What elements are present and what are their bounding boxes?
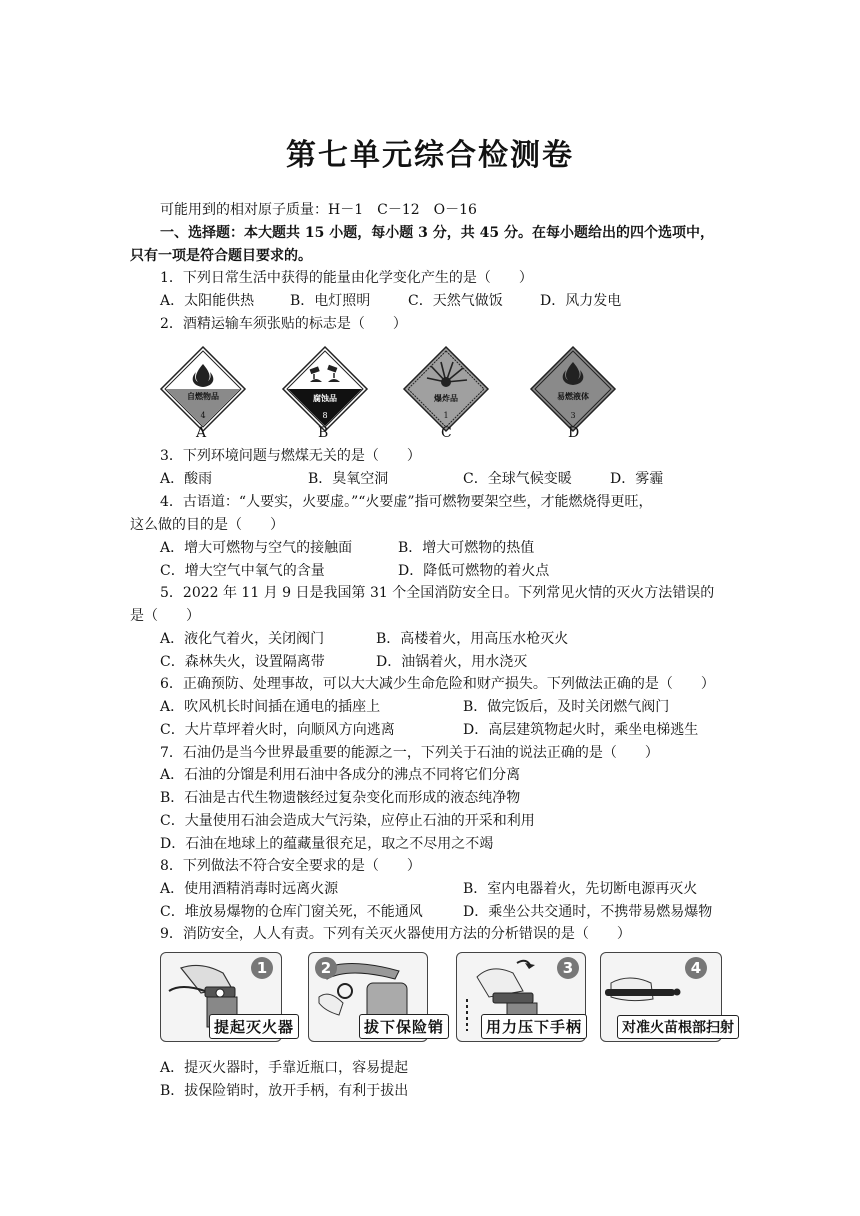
question-9-option-a: A．提灭火器时，手靠近瓶口，容易提起	[160, 1060, 409, 1076]
sign-letter-b: B	[318, 425, 329, 441]
step-caption: 提起灭火器	[209, 1014, 299, 1039]
question-1-option-b: B．电灯照明	[290, 293, 371, 309]
question-5-option-c: C．森林失火，设置隔离带	[160, 654, 325, 670]
question-3-option-a: A．酸雨	[160, 471, 213, 487]
page-title: 第七单元综合检测卷	[286, 138, 574, 173]
question-6-option-c: C．大片草坪着火时，向顺风方向逃离	[160, 722, 395, 738]
question-1-option-a: A．太阳能供热	[160, 293, 255, 309]
question-7-option-a: A．石油的分馏是利用石油中各成分的沸点不同将它们分离	[160, 767, 521, 783]
question-8-stem: 8．下列做法不符合安全要求的是（ ）	[160, 858, 421, 874]
step-caption: 拔下保险销	[359, 1014, 449, 1039]
question-6-option-b: B．做完饭后，及时关闭燃气阀门	[463, 699, 670, 715]
question-2-stem: 2．酒精运输车须张贴的标志是（ ）	[160, 316, 407, 332]
question-3-option-b: B．臭氧空洞	[308, 471, 389, 487]
step-panel-1	[160, 952, 295, 1042]
question-7-option-d: D．石油在地球上的蕴藏量很充足，取之不尽用之不竭	[160, 836, 494, 852]
section-heading: 一、选择题：本大题共 15 小题，每小题 3 分，共 45 分。在每小题给出的四个选项中，	[160, 225, 714, 241]
sign-label: 自燃物品	[187, 391, 219, 401]
question-7-option-b: B．石油是古代生物遗骸经过复杂变化而形成的液态纯净物	[160, 790, 521, 806]
question-5-option-b: B．高楼着火，用高压水枪灭火	[376, 631, 569, 647]
question-5-stem-cont: 是（ ）	[130, 608, 200, 624]
sign-label: 爆炸品	[434, 393, 458, 403]
question-4-option-a: A．增大可燃物与空气的接触面	[160, 540, 353, 556]
question-7-option-c: C．大量使用石油会造成大气污染，应停止石油的开采和利用	[160, 813, 535, 829]
step-number: 3	[557, 957, 579, 979]
hazard-sign-corrosive	[282, 346, 368, 434]
step-caption: 对准火苗根部扫射	[617, 1015, 739, 1039]
sign-label: 腐蚀品	[313, 393, 337, 403]
step-panel-4	[600, 952, 734, 1042]
question-4-stem-cont: 这么做的目的是（ ）	[130, 517, 284, 533]
question-6-stem: 6．正确预防、处理事故，可以大大减少生命危险和财产损失。下列做法正确的是（ ）	[160, 676, 715, 692]
question-8-option-d: D．乘坐公共交通时，不携带易燃易爆物	[463, 904, 713, 920]
hazard-sign-spontaneous-combustion	[160, 346, 246, 434]
question-1-stem: 1．下列日常生活中获得的能量由化学变化产生的是（ ）	[160, 270, 533, 286]
question-4-option-b: B．增大可燃物的热值	[398, 540, 535, 556]
step-panel-3	[456, 952, 586, 1042]
question-6-option-a: A．吹风机长时间插在通电的插座上	[160, 699, 381, 715]
question-8-option-c: C．堆放易爆物的仓库门窗关死，不能通风	[160, 904, 423, 920]
step-number: 4	[685, 957, 707, 979]
question-8-option-a: A．使用酒精消毒时远离火源	[160, 881, 339, 897]
question-1-option-d: D．风力发电	[540, 293, 622, 309]
question-3-option-d: D．雾霾	[610, 471, 664, 487]
question-5-option-a: A．液化气着火，关闭阀门	[160, 631, 325, 647]
hazard-sign-explosive	[403, 346, 489, 434]
question-3-stem: 3．下列环境问题与燃煤无关的是（ ）	[160, 448, 421, 464]
step-number: 2	[315, 957, 337, 979]
sign-letter-d: D	[568, 425, 580, 441]
question-5-stem: 5．2022 年 11 月 9 日是我国第 31 个全国消防安全日。下列常见火情的灭火方法错误的	[160, 585, 715, 601]
step-caption: 用力压下手柄	[481, 1014, 587, 1039]
sign-number: 3	[570, 411, 576, 420]
question-8-option-b: B．室内电器着火，先切断电源再灭火	[463, 881, 698, 897]
question-9-stem: 9．消防安全，人人有责。下列有关灭火器使用方法的分析错误的是（ ）	[160, 926, 631, 942]
hazard-sign-flammable-liquid	[530, 346, 616, 434]
section-heading-cont: 只有一项是符合题目要求的。	[130, 248, 312, 264]
sign-letter-a: A	[196, 425, 207, 441]
atomic-mass-note: 可能用到的相对原子质量：H－1 C－12 O－16	[160, 202, 477, 218]
question-3-option-c: C．全球气候变暖	[463, 471, 572, 487]
question-4-stem: 4．古语道：“人要实，火要虚。”“火要虚”指可燃物要架空些，才能燃烧得更旺，	[160, 494, 653, 510]
sign-number: 8	[322, 411, 328, 420]
sign-letter-c: C	[441, 425, 452, 441]
sign-label: 易燃液体	[557, 391, 589, 401]
step-number: 1	[251, 957, 273, 979]
question-9-option-b: B．拔保险销时，放开手柄，有利于拔出	[160, 1083, 409, 1099]
question-6-option-d: D．高层建筑物起火时，乘坐电梯逃生	[463, 722, 699, 738]
question-4-option-c: C．增大空气中氧气的含量	[160, 563, 325, 579]
question-7-stem: 7．石油仍是当今世界最重要的能源之一，下列关于石油的说法正确的是（ ）	[160, 745, 659, 761]
question-4-option-d: D．降低可燃物的着火点	[398, 563, 550, 579]
step-panel-2	[308, 952, 445, 1042]
sign-number: 4	[200, 411, 206, 420]
sign-number: 1	[443, 411, 449, 420]
question-1-option-c: C．天然气做饭	[408, 293, 503, 309]
question-5-option-d: D．油锅着火，用水浇灭	[376, 654, 528, 670]
